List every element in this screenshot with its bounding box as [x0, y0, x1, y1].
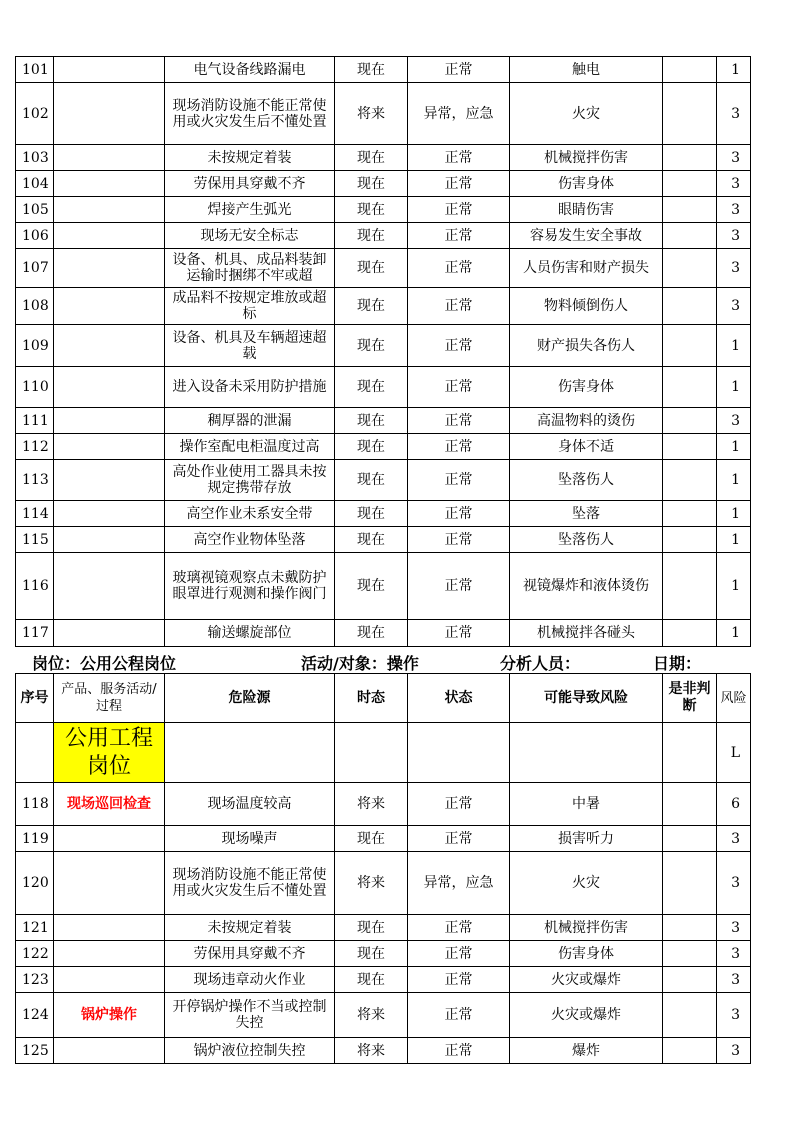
cell-activity [54, 249, 165, 288]
cell-state: 正常 [408, 367, 510, 408]
cell-level: 3 [717, 145, 751, 171]
table-row [16, 249, 751, 288]
cell-no: 102 [16, 83, 54, 145]
cell-state: 正常 [408, 915, 510, 941]
cell-risk: 爆炸 [510, 1038, 663, 1064]
cell-activity [54, 967, 165, 993]
cell-activity [54, 197, 165, 223]
cell-state: 正常 [408, 408, 510, 434]
cell-activity [54, 941, 165, 967]
cell-tense: 现在 [335, 367, 408, 408]
table-row [16, 941, 751, 967]
cell-risk: 机械搅拌伤害 [510, 145, 663, 171]
cell-state: 正常 [408, 501, 510, 527]
cell-judge [663, 501, 717, 527]
cell-activity [54, 408, 165, 434]
cell-no: 124 [16, 993, 54, 1038]
hazard-table-bottom [15, 673, 751, 1064]
cell-tense: 现在 [335, 171, 408, 197]
cell-activity [54, 288, 165, 325]
cell-activity [54, 223, 165, 249]
cell-judge [663, 249, 717, 288]
cell-no: 114 [16, 501, 54, 527]
cell-risk: 坠落伤人 [510, 460, 663, 501]
header-hazard: 危险源 [165, 674, 335, 723]
cell-level: 3 [717, 993, 751, 1038]
cell-judge [663, 527, 717, 553]
cell-risk: 视镜爆炸和液体烫伤 [510, 553, 663, 620]
cell-state: 正常 [408, 941, 510, 967]
cell-state: 正常 [408, 527, 510, 553]
cell-risk: 伤害身体 [510, 171, 663, 197]
table-row [16, 826, 751, 852]
cell-judge [663, 171, 717, 197]
cell-level: 1 [717, 620, 751, 647]
cell-judge [663, 434, 717, 460]
date-label: 日期： [653, 654, 702, 673]
cell-activity [54, 826, 165, 852]
cell-activity [54, 145, 165, 171]
cell-level: 3 [717, 83, 751, 145]
cell-tense: 将来 [335, 993, 408, 1038]
header-judge: 是非判断 [663, 674, 717, 723]
cell-tense: 现在 [335, 527, 408, 553]
cell-hazard: 现场消防设施不能正常使用或火灾发生后不懂处置 [165, 852, 335, 915]
cell-tense: 现在 [335, 460, 408, 501]
hazard-table-top [15, 56, 751, 647]
cell-level: 1 [717, 460, 751, 501]
table-row [16, 367, 751, 408]
group-judge [663, 723, 717, 783]
cell-state: 正常 [408, 145, 510, 171]
cell-no: 116 [16, 553, 54, 620]
cell-no: 125 [16, 1038, 54, 1064]
cell-hazard: 设备、机具、成品料装卸运输时捆绑不牢或超 [165, 249, 335, 288]
cell-no: 117 [16, 620, 54, 647]
cell-judge [663, 852, 717, 915]
cell-risk: 伤害身体 [510, 367, 663, 408]
cell-hazard: 现场温度较高 [165, 783, 335, 826]
table-row [16, 967, 751, 993]
cell-hazard: 操作室配电柜温度过高 [165, 434, 335, 460]
cell-risk: 容易发生安全事故 [510, 223, 663, 249]
cell-risk: 坠落伤人 [510, 527, 663, 553]
table-row [16, 408, 751, 434]
cell-level: 3 [717, 249, 751, 288]
cell-judge [663, 460, 717, 501]
cell-level: 3 [717, 288, 751, 325]
cell-level: 3 [717, 967, 751, 993]
header-level: 风险 [717, 674, 751, 723]
cell-hazard: 现场噪声 [165, 826, 335, 852]
cell-tense: 现在 [335, 620, 408, 647]
cell-risk: 坠落 [510, 501, 663, 527]
cell-hazard: 劳保用具穿戴不齐 [165, 171, 335, 197]
cell-level: 1 [717, 325, 751, 367]
cell-no: 106 [16, 223, 54, 249]
cell-level: 3 [717, 408, 751, 434]
table-row [16, 783, 751, 826]
cell-state: 正常 [408, 553, 510, 620]
cell-risk: 身体不适 [510, 434, 663, 460]
cell-no: 115 [16, 527, 54, 553]
cell-no: 110 [16, 367, 54, 408]
cell-level: 3 [717, 826, 751, 852]
table-row [16, 852, 751, 915]
cell-activity [54, 57, 165, 83]
cell-judge [663, 553, 717, 620]
cell-hazard: 开停锅炉操作不当或控制失控 [165, 993, 335, 1038]
cell-hazard: 锅炉液位控制失控 [165, 1038, 335, 1064]
cell-tense: 现在 [335, 941, 408, 967]
cell-judge [663, 197, 717, 223]
cell-tense: 现在 [335, 249, 408, 288]
cell-judge [663, 57, 717, 83]
header-state: 状态 [408, 674, 510, 723]
cell-state: 正常 [408, 288, 510, 325]
cell-risk: 机械搅拌伤害 [510, 915, 663, 941]
cell-state: 正常 [408, 223, 510, 249]
post-label: 岗位：公用公程岗位 [32, 654, 177, 673]
cell-no: 118 [16, 783, 54, 826]
header-risk: 可能导致风险 [510, 674, 663, 723]
cell-tense: 现在 [335, 826, 408, 852]
table-row [16, 527, 751, 553]
cell-state: 正常 [408, 171, 510, 197]
cell-no: 120 [16, 852, 54, 915]
cell-judge [663, 993, 717, 1038]
cell-activity [54, 620, 165, 647]
cell-risk: 中暑 [510, 783, 663, 826]
cell-state: 正常 [408, 620, 510, 647]
cell-activity: 现场巡回检查 [54, 783, 165, 826]
cell-state: 正常 [408, 967, 510, 993]
cell-hazard: 电气设备线路漏电 [165, 57, 335, 83]
cell-tense: 现在 [335, 434, 408, 460]
cell-judge [663, 145, 717, 171]
cell-risk: 火灾 [510, 852, 663, 915]
cell-state: 正常 [408, 434, 510, 460]
cell-no: 119 [16, 826, 54, 852]
group-risk [510, 723, 663, 783]
cell-state: 正常 [408, 57, 510, 83]
cell-activity [54, 1038, 165, 1064]
cell-judge [663, 288, 717, 325]
table-row [16, 145, 751, 171]
cell-level: 1 [717, 57, 751, 83]
activity-label: 活动/对象：操作 [301, 654, 419, 673]
cell-no: 105 [16, 197, 54, 223]
cell-judge [663, 967, 717, 993]
cell-no: 111 [16, 408, 54, 434]
cell-tense: 现在 [335, 553, 408, 620]
cell-tense: 现在 [335, 288, 408, 325]
header-no: 序号 [16, 674, 54, 723]
table-row [16, 620, 751, 647]
cell-hazard: 进入设备未采用防护措施 [165, 367, 335, 408]
cell-risk: 火灾 [510, 83, 663, 145]
table-row [16, 501, 751, 527]
table-row [16, 57, 751, 83]
cell-tense: 现在 [335, 57, 408, 83]
cell-level: 1 [717, 434, 751, 460]
cell-activity [54, 915, 165, 941]
cell-hazard: 现场违章动火作业 [165, 967, 335, 993]
table-row [16, 993, 751, 1038]
cell-no: 101 [16, 57, 54, 83]
table-row [16, 288, 751, 325]
cell-tense: 现在 [335, 967, 408, 993]
cell-no: 121 [16, 915, 54, 941]
cell-risk: 机械搅拌各碰头 [510, 620, 663, 647]
group-row [16, 723, 751, 783]
cell-hazard: 高空作业未系安全带 [165, 501, 335, 527]
group-tense [335, 723, 408, 783]
cell-activity [54, 325, 165, 367]
group-state [408, 723, 510, 783]
group-hazard [165, 723, 335, 783]
table-header-row [16, 674, 751, 723]
cell-tense: 现在 [335, 501, 408, 527]
cell-judge [663, 223, 717, 249]
cell-activity [54, 553, 165, 620]
cell-judge [663, 408, 717, 434]
cell-no: 104 [16, 171, 54, 197]
cell-activity [54, 83, 165, 145]
cell-activity [54, 434, 165, 460]
cell-state: 正常 [408, 1038, 510, 1064]
cell-level: 3 [717, 941, 751, 967]
cell-state: 异常，应急 [408, 83, 510, 145]
cell-judge [663, 1038, 717, 1064]
cell-state: 正常 [408, 325, 510, 367]
cell-activity [54, 367, 165, 408]
cell-risk: 物料倾倒伤人 [510, 288, 663, 325]
cell-judge [663, 915, 717, 941]
table-row [16, 223, 751, 249]
cell-tense: 现在 [335, 915, 408, 941]
cell-judge [663, 826, 717, 852]
cell-level: 3 [717, 1038, 751, 1064]
header-activity: 产品、服务活动/过程 [54, 674, 165, 723]
group-label: 公用工程岗位 [54, 723, 165, 783]
cell-no: 122 [16, 941, 54, 967]
cell-tense: 现在 [335, 223, 408, 249]
table-row [16, 171, 751, 197]
section-header [15, 647, 750, 673]
cell-hazard: 高空作业物体坠落 [165, 527, 335, 553]
table-row [16, 325, 751, 367]
cell-no: 108 [16, 288, 54, 325]
cell-hazard: 高处作业使用工器具未按规定携带存放 [165, 460, 335, 501]
table-row [16, 553, 751, 620]
cell-no: 113 [16, 460, 54, 501]
cell-tense: 将来 [335, 1038, 408, 1064]
cell-state: 异常，应急 [408, 852, 510, 915]
cell-risk: 眼睛伤害 [510, 197, 663, 223]
cell-hazard: 玻璃视镜观察点未戴防护眼罩进行观测和操作阀门 [165, 553, 335, 620]
cell-level: 6 [717, 783, 751, 826]
cell-level: 3 [717, 197, 751, 223]
table-row [16, 83, 751, 145]
cell-no: 107 [16, 249, 54, 288]
cell-risk: 人员伤害和财产损失 [510, 249, 663, 288]
cell-level: 3 [717, 915, 751, 941]
table-row [16, 460, 751, 501]
analyst-label: 分析人员： [500, 654, 581, 673]
cell-tense: 现在 [335, 145, 408, 171]
cell-tense: 将来 [335, 83, 408, 145]
header-tense: 时态 [335, 674, 408, 723]
group-no [16, 723, 54, 783]
cell-no: 123 [16, 967, 54, 993]
cell-no: 109 [16, 325, 54, 367]
cell-judge [663, 783, 717, 826]
cell-state: 正常 [408, 249, 510, 288]
cell-activity [54, 527, 165, 553]
cell-risk: 触电 [510, 57, 663, 83]
cell-hazard: 焊接产生弧光 [165, 197, 335, 223]
table-row [16, 197, 751, 223]
cell-level: 1 [717, 527, 751, 553]
cell-risk: 火灾或爆炸 [510, 993, 663, 1038]
cell-tense: 将来 [335, 783, 408, 826]
cell-no: 103 [16, 145, 54, 171]
cell-activity [54, 852, 165, 915]
cell-tense: 现在 [335, 197, 408, 223]
cell-hazard: 劳保用具穿戴不齐 [165, 941, 335, 967]
cell-state: 正常 [408, 993, 510, 1038]
cell-hazard: 未按规定着装 [165, 915, 335, 941]
cell-state: 正常 [408, 197, 510, 223]
cell-activity [54, 501, 165, 527]
cell-judge [663, 325, 717, 367]
cell-state: 正常 [408, 783, 510, 826]
cell-hazard: 设备、机具及车辆超速超载 [165, 325, 335, 367]
cell-hazard: 稠厚器的泄漏 [165, 408, 335, 434]
cell-judge [663, 941, 717, 967]
cell-tense: 将来 [335, 852, 408, 915]
cell-level: 3 [717, 852, 751, 915]
table-row [16, 1038, 751, 1064]
cell-hazard: 成品料不按规定堆放或超标 [165, 288, 335, 325]
cell-no: 112 [16, 434, 54, 460]
table-row [16, 434, 751, 460]
cell-tense: 现在 [335, 408, 408, 434]
cell-hazard: 现场无安全标志 [165, 223, 335, 249]
table-row [16, 915, 751, 941]
cell-level: 3 [717, 223, 751, 249]
cell-activity [54, 460, 165, 501]
cell-state: 正常 [408, 826, 510, 852]
cell-level: 1 [717, 501, 751, 527]
cell-risk: 伤害身体 [510, 941, 663, 967]
cell-level: 1 [717, 553, 751, 620]
cell-risk: 财产损失各伤人 [510, 325, 663, 367]
cell-tense: 现在 [335, 325, 408, 367]
cell-risk: 损害听力 [510, 826, 663, 852]
cell-risk: 高温物料的烫伤 [510, 408, 663, 434]
cell-hazard: 未按规定着装 [165, 145, 335, 171]
group-level: L [717, 723, 751, 783]
cell-risk: 火灾或爆炸 [510, 967, 663, 993]
cell-level: 3 [717, 171, 751, 197]
cell-level: 1 [717, 367, 751, 408]
cell-state: 正常 [408, 460, 510, 501]
cell-judge [663, 367, 717, 408]
cell-judge [663, 620, 717, 647]
cell-activity: 锅炉操作 [54, 993, 165, 1038]
cell-hazard: 现场消防设施不能正常使用或火灾发生后不懂处置 [165, 83, 335, 145]
cell-hazard: 输送螺旋部位 [165, 620, 335, 647]
cell-judge [663, 83, 717, 145]
cell-activity [54, 171, 165, 197]
